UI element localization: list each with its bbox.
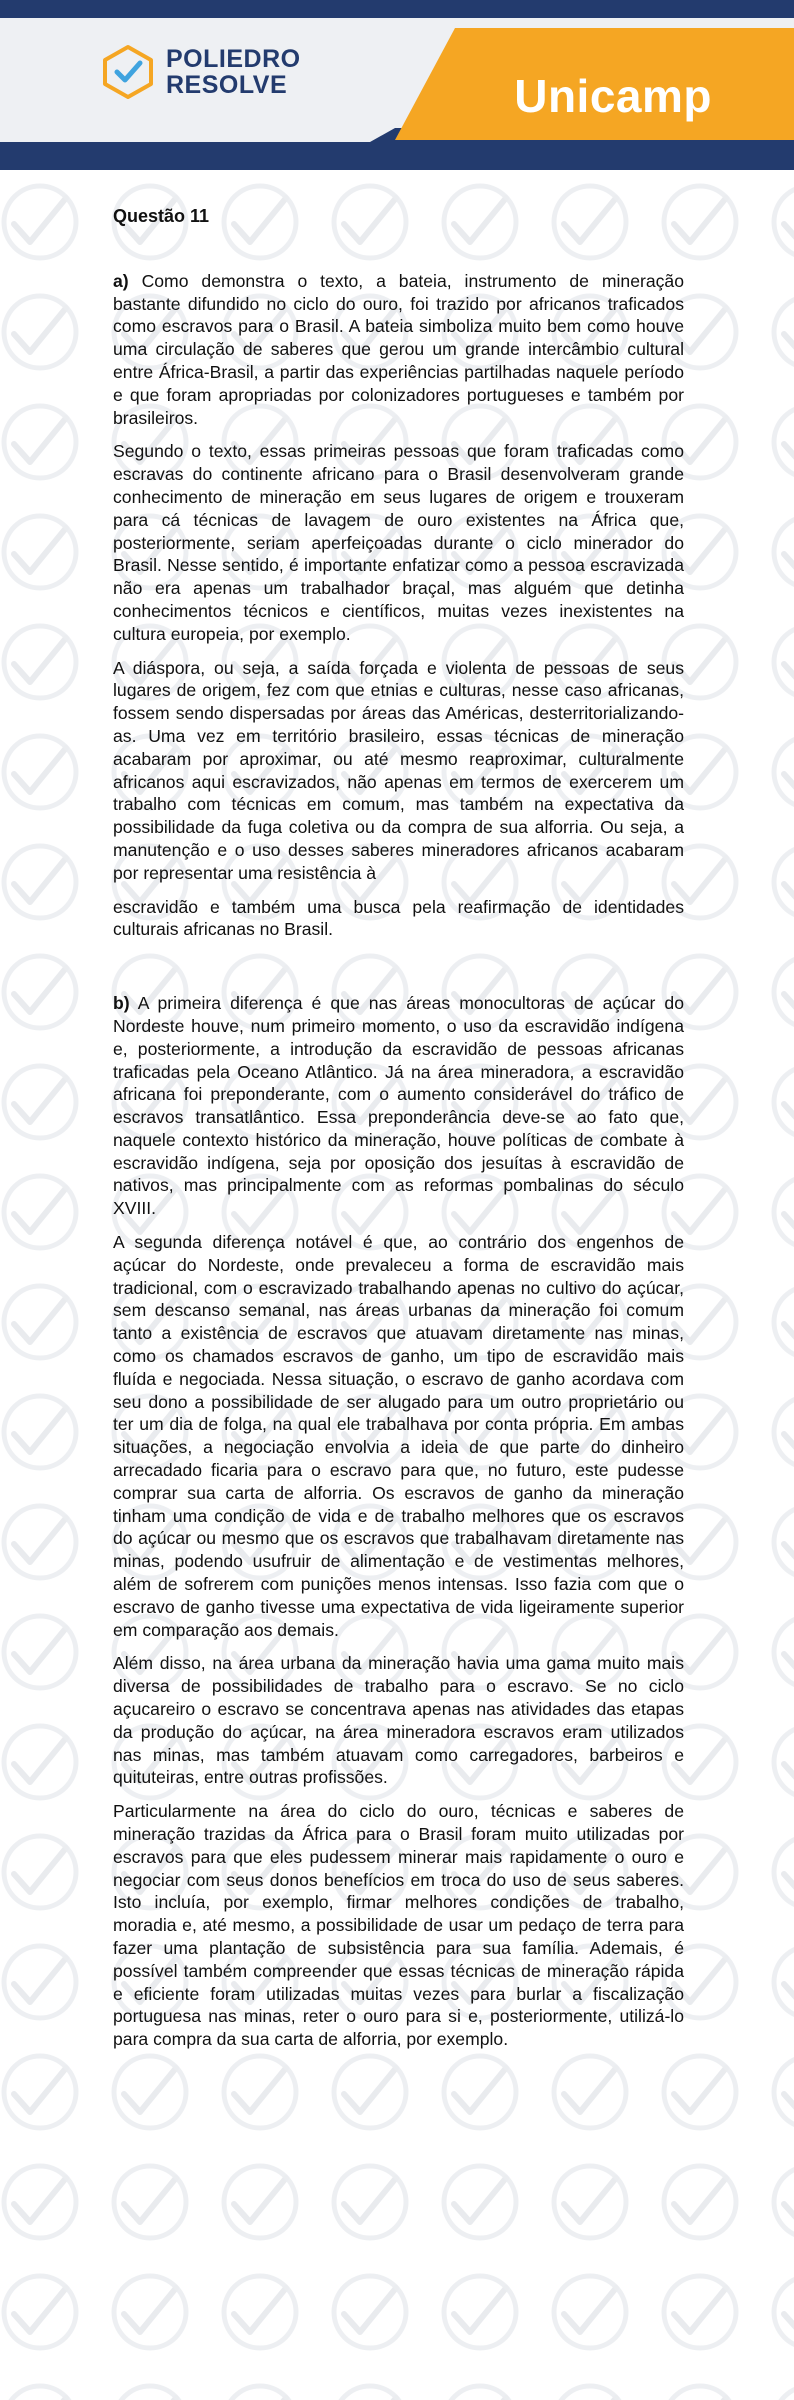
brand-name-line1: POLIEDRO: [166, 45, 301, 73]
answer-a-paragraph-2: Segundo o texto, essas primeiras pessoas que foram traficadas como escravas do continente africano para o Brasil desenvolveram grande conhecimento de mineração em seus lugares de origem e trouxeram para cá técnicas de lavagem de ouro existentes na África que, posteriormente, seriam aperfeiçoadas durante o ciclo minerador do Brasil. Nesse sentido, é importante enfatizar como a pessoa escravizada não era apenas um trabalhador braçal, mas alguém que detinha conhecimentos técnicos e científicos, muitas vezes inexistentes na cultura europeia, por exemplo.: [113, 441, 684, 644]
answer-a-paragraph-4: escravidão e também uma busca pela reafirmação de identidades culturais africanas no Brasil.: [113, 896, 684, 940]
exam-name: Unicamp: [514, 70, 712, 122]
answer-b-paragraph-1: [113, 992, 684, 1220]
answer-a-paragraph-3: A diáspora, ou seja, a saída forçada e violenta de pessoas de seus lugares de origem, fez com que etnias e culturas, nesse caso africanas, fossem sendo dispersadas por áreas das Américas, desterritorializando-as. Uma vez em território brasileiro, essas técnicas de mineração acabaram por aproximar, ou até mesmo reaproximar, culturalmente africanos aqui escravizados, não apenas em termos de exercerem um trabalho com técnicas em comum, mas também na expectativa da possibilidade da fuga coletiva ou da compra de sua alforria. Ou seja, a manutenção e o uso desses saberes mineradores africanos acabaram por representar uma resistência à: [113, 657, 684, 883]
answer-b-paragraph-4: Particularmente na área do ciclo do ouro, técnicas e saberes de mineração trazidas da África para o Brasil foram muito utilizadas por escravos para que eles pudessem minerar mais rapidamente o ouro e negociar com seus donos benefícios em troca do uso de seus saberes. Isto incluía, por exemplo, firmar melhores condições de trabalho, moradia e, até mesmo, a possibilidade de usar um pedaço de terra para fazer uma plantação de subsistência para sua família. Ademais, é possível também compreender que essas técnicas de mineração rápida e eficiente foram utilizadas muitas vezes para burlar a fiscalização portuguesa nas minas, reter o ouro para si e, posteriormente, utilizá-lo para compra da sua carta de alforria, por exemplo.: [113, 1801, 684, 2050]
answer-content: [113, 205, 684, 2062]
answer-a-paragraph-1: [113, 270, 684, 430]
section-spacer: [113, 952, 684, 992]
answer-b-paragraph-3: Além disso, na área urbana da mineração havia uma gama muito mais diversa de possibilidades de trabalho para o escravo. Se no ciclo açucareiro o escravo se concentrava apenas nas atividades das etapas da produção do açúcar, na área mineradora escravos eram utilizados nas minas, mas também atuavam como carregadores, barbeiros e quituteiras, entre outras profissões.: [113, 1653, 684, 1788]
answer-b-paragraph-2: A segunda diferença notável é que, ao contrário dos engenhos de açúcar do Nordeste, onde prevaleceu a forma de escravidão mais tradicional, com o escravizado trabalhando apenas no cultivo do açúcar, sem descanso semanal, nas áreas urbanas da mineração foi comum tanto a existência de escravos que atuavam diretamente nas minas, como os chamados escravos de ganho, um tipo de escravidão mais fluída e negociada. Nessa situação, o escravo de ganho acordava com seu dono a possibilidade de ser alugado para um outro proprietário ou ter um dia de folga, na qual ele trabalhava por conta própria. Em ambas situações, a negociação envolvia a ideia de que parte do dinheiro arrecadado ficaria para o escravo para que, no futuro, este pudesse comprar sua carta de alforria. Os escravos de ganho da mineração tinham uma condição de vida e de trabalho melhores que os escravos do açúcar ou mesmo que os escravos que trabalhavam diretamente nas minas, podendo usufruir de alimentação e de vestimentas melhores, além de sofrerem com punições menos intensas. Isso fazia com que o escravo de ganho tivesse uma expectativa de vida ligeiramente superior em comparação aos demais.: [113, 1232, 684, 1640]
brand-logo-text: [166, 46, 301, 98]
answer-b-text-1: A primeira diferença é que nas áreas monocultoras de açúcar do Nordeste houve, num primeiro momento, o uso da escravidão indígena e, posteriormente, a introdução da escravidão de pessoas africanas traficadas pela Oceano Atlântico. Já na área mineradora, a escravidão africana foi preponderante, com o aumento considerável do tráfico de escravos transatlântico. Essa preponderância deve-se ao fato que, naquele contexto histórico da mineração, houve políticas de combate à escravidão indígena, seja por oposição dos jesuítas à escravidão de nativos, mas principalmente com as reformas pombalinas do século XVIII.: [113, 993, 684, 1219]
answer-a-label: a): [113, 270, 129, 291]
answer-a-text-1: Como demonstra o texto, a bateia, instrumento de mineração bastante difundido no ciclo do ouro, foi trazido por africanos traficados como escravos para o Brasil. A bateia simboliza muito bem como houve uma circulação de saberes que gerou um grande intercâmbio cultural entre África-Brasil, a partir das experiências partilhadas naquele período e que foram apropriadas por colonizadores portugueses e também por brasileiros.: [113, 270, 684, 428]
brand-name-line2: RESOLVE: [166, 71, 288, 99]
answer-b-label: b): [113, 993, 130, 1014]
page-header: [0, 0, 794, 170]
question-title: Questão 11: [113, 206, 210, 226]
check-shield-icon: [100, 44, 156, 100]
